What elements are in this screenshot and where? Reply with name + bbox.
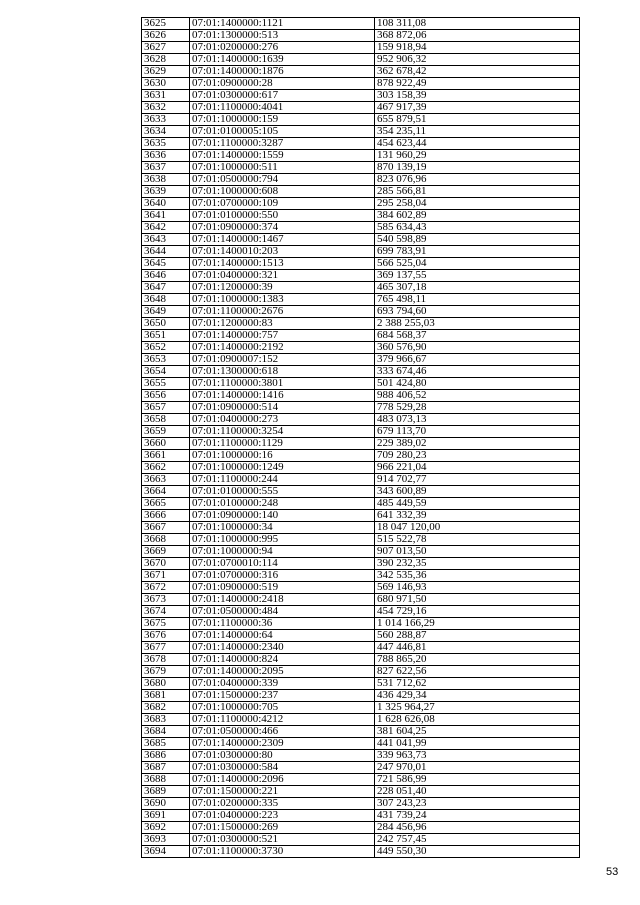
row-number-cell: 3691 [142, 810, 190, 822]
row-number-cell: 3692 [142, 822, 190, 834]
table-row [142, 162, 580, 174]
cadastral-number-cell: 07:01:1100000:4041 [190, 102, 375, 114]
value-cell: 2 388 255,03 [375, 318, 580, 330]
table-row [142, 474, 580, 486]
cadastral-number-cell: 07:01:1000000:995 [190, 534, 375, 546]
row-number-cell: 3640 [142, 198, 190, 210]
cadastral-number-cell: 07:01:1100000:3254 [190, 426, 375, 438]
cadastral-number-cell: 07:01:0400000:273 [190, 414, 375, 426]
row-number-cell: 3638 [142, 174, 190, 186]
row-number-cell: 3677 [142, 642, 190, 654]
value-cell: 1 628 626,08 [375, 714, 580, 726]
row-number-cell: 3667 [142, 522, 190, 534]
table-row [142, 282, 580, 294]
table-row [142, 30, 580, 42]
value-cell: 229 389,02 [375, 438, 580, 450]
value-cell: 284 456,96 [375, 822, 580, 834]
row-number-cell: 3646 [142, 270, 190, 282]
cadastral-number-cell: 07:01:0400000:321 [190, 270, 375, 282]
table-row [142, 582, 580, 594]
row-number-cell: 3671 [142, 570, 190, 582]
table-row [142, 534, 580, 546]
row-number-cell: 3684 [142, 726, 190, 738]
cadastral-number-cell: 07:01:1000000:1383 [190, 294, 375, 306]
value-cell: 379 966,67 [375, 354, 580, 366]
value-cell: 360 576,90 [375, 342, 580, 354]
cadastral-number-cell: 07:01:0100005:105 [190, 126, 375, 138]
row-number-cell: 3673 [142, 594, 190, 606]
table-row [142, 438, 580, 450]
cadastral-number-cell: 07:01:0500000:484 [190, 606, 375, 618]
cadastral-number-cell: 07:01:0900000:514 [190, 402, 375, 414]
table-row [142, 198, 580, 210]
row-number-cell: 3648 [142, 294, 190, 306]
table-row [142, 606, 580, 618]
table-row [142, 618, 580, 630]
value-cell: 566 525,04 [375, 258, 580, 270]
table-row [142, 366, 580, 378]
cadastral-number-cell: 07:01:1400000:1513 [190, 258, 375, 270]
table-row [142, 630, 580, 642]
table-row [142, 234, 580, 246]
table-row [142, 126, 580, 138]
row-number-cell: 3633 [142, 114, 190, 126]
table-row [142, 798, 580, 810]
row-number-cell: 3649 [142, 306, 190, 318]
row-number-cell: 3683 [142, 714, 190, 726]
table-row [142, 294, 580, 306]
cadastral-number-cell: 07:01:1400000:64 [190, 630, 375, 642]
value-cell: 485 449,59 [375, 498, 580, 510]
row-number-cell: 3630 [142, 78, 190, 90]
value-cell: 339 963,73 [375, 750, 580, 762]
row-number-cell: 3651 [142, 330, 190, 342]
table-row [142, 66, 580, 78]
value-cell: 765 498,11 [375, 294, 580, 306]
value-cell: 342 535,36 [375, 570, 580, 582]
row-number-cell: 3639 [142, 186, 190, 198]
row-number-cell: 3641 [142, 210, 190, 222]
cadastral-number-cell: 07:01:0900000:28 [190, 78, 375, 90]
value-cell: 333 674,46 [375, 366, 580, 378]
table-row [142, 390, 580, 402]
value-cell: 693 794,60 [375, 306, 580, 318]
row-number-cell: 3672 [142, 582, 190, 594]
row-number-cell: 3652 [142, 342, 190, 354]
cadastral-number-cell: 07:01:1000000:16 [190, 450, 375, 462]
value-cell: 454 623,44 [375, 138, 580, 150]
cadastral-number-cell: 07:01:0900000:140 [190, 510, 375, 522]
page-number: 53 [606, 866, 619, 878]
cadastral-number-cell: 07:01:1500000:221 [190, 786, 375, 798]
value-cell: 354 235,11 [375, 126, 580, 138]
value-cell: 441 041,99 [375, 738, 580, 750]
row-number-cell: 3647 [142, 282, 190, 294]
table-row [142, 90, 580, 102]
cadastral-number-cell: 07:01:0500000:466 [190, 726, 375, 738]
table-row [142, 378, 580, 390]
row-number-cell: 3689 [142, 786, 190, 798]
value-cell: 368 872,06 [375, 30, 580, 42]
row-number-cell: 3665 [142, 498, 190, 510]
row-number-cell: 3686 [142, 750, 190, 762]
row-number-cell: 3634 [142, 126, 190, 138]
row-number-cell: 3631 [142, 90, 190, 102]
cadastral-number-cell: 07:01:0100000:550 [190, 210, 375, 222]
table-row [142, 222, 580, 234]
cadastral-number-cell: 07:01:1400000:1876 [190, 66, 375, 78]
value-cell: 569 146,93 [375, 582, 580, 594]
value-cell: 228 051,40 [375, 786, 580, 798]
cadastral-number-cell: 07:01:0700000:316 [190, 570, 375, 582]
table-row [142, 270, 580, 282]
cadastral-number-cell: 07:01:1400000:2096 [190, 774, 375, 786]
cadastral-number-cell: 07:01:1100000:244 [190, 474, 375, 486]
value-cell: 952 906,32 [375, 54, 580, 66]
table-row [142, 498, 580, 510]
cadastral-number-cell: 07:01:1400000:1639 [190, 54, 375, 66]
value-cell: 431 739,24 [375, 810, 580, 822]
row-number-cell: 3642 [142, 222, 190, 234]
cadastral-number-cell: 07:01:1400000:2192 [190, 342, 375, 354]
value-cell: 655 879,51 [375, 114, 580, 126]
table-row [142, 690, 580, 702]
value-cell: 1 325 964,27 [375, 702, 580, 714]
cadastral-number-cell: 07:01:0500000:794 [190, 174, 375, 186]
value-cell: 285 566,81 [375, 186, 580, 198]
table-row [142, 138, 580, 150]
cadastral-number-cell: 07:01:1000000:511 [190, 162, 375, 174]
row-number-cell: 3654 [142, 366, 190, 378]
cadastral-number-cell: 07:01:1300000:618 [190, 366, 375, 378]
value-cell: 679 113,70 [375, 426, 580, 438]
table-row [142, 450, 580, 462]
row-number-cell: 3657 [142, 402, 190, 414]
cadastral-number-cell: 07:01:1100000:36 [190, 618, 375, 630]
value-cell: 721 586,99 [375, 774, 580, 786]
value-cell: 515 522,78 [375, 534, 580, 546]
value-cell: 585 634,43 [375, 222, 580, 234]
row-number-cell: 3669 [142, 546, 190, 558]
value-cell: 307 243,23 [375, 798, 580, 810]
table-row [142, 354, 580, 366]
table-row [142, 750, 580, 762]
row-number-cell: 3625 [142, 18, 190, 30]
cadastral-number-cell: 07:01:0900007:152 [190, 354, 375, 366]
table-row [142, 330, 580, 342]
table-row [142, 258, 580, 270]
value-cell: 247 970,01 [375, 762, 580, 774]
value-cell: 303 158,39 [375, 90, 580, 102]
table-row [142, 702, 580, 714]
table-row [142, 546, 580, 558]
cadastral-number-cell: 07:01:1000000:159 [190, 114, 375, 126]
cadastral-number-cell: 07:01:1500000:237 [190, 690, 375, 702]
row-number-cell: 3632 [142, 102, 190, 114]
row-number-cell: 3687 [142, 762, 190, 774]
value-cell: 465 307,18 [375, 282, 580, 294]
row-number-cell: 3644 [142, 246, 190, 258]
table-row [142, 762, 580, 774]
value-cell: 788 865,20 [375, 654, 580, 666]
table-row [142, 666, 580, 678]
cadastral-number-cell: 07:01:0900000:374 [190, 222, 375, 234]
value-cell: 680 971,50 [375, 594, 580, 606]
table-row [142, 462, 580, 474]
table-row [142, 570, 580, 582]
cadastral-number-cell: 07:01:1100000:1129 [190, 438, 375, 450]
value-cell: 988 406,52 [375, 390, 580, 402]
row-number-cell: 3664 [142, 486, 190, 498]
row-number-cell: 3681 [142, 690, 190, 702]
value-cell: 362 678,42 [375, 66, 580, 78]
row-number-cell: 3636 [142, 150, 190, 162]
value-cell: 369 137,55 [375, 270, 580, 282]
row-number-cell: 3645 [142, 258, 190, 270]
cadastral-number-cell: 07:01:0900000:519 [190, 582, 375, 594]
table-row [142, 510, 580, 522]
cadastral-number-cell: 07:01:1400000:1559 [190, 150, 375, 162]
cadastral-number-cell: 07:01:1400000:1416 [190, 390, 375, 402]
row-number-cell: 3694 [142, 846, 190, 858]
cadastral-number-cell: 07:01:1100000:3730 [190, 846, 375, 858]
cadastral-number-cell: 07:01:0300000:584 [190, 762, 375, 774]
row-number-cell: 3643 [142, 234, 190, 246]
table-row [142, 306, 580, 318]
cadastral-number-cell: 07:01:0300000:521 [190, 834, 375, 846]
row-number-cell: 3676 [142, 630, 190, 642]
cadastral-number-cell: 07:01:1400000:1467 [190, 234, 375, 246]
row-number-cell: 3688 [142, 774, 190, 786]
table-row [142, 486, 580, 498]
value-cell: 531 712,62 [375, 678, 580, 690]
cadastral-number-cell: 07:01:1400000:2095 [190, 666, 375, 678]
row-number-cell: 3628 [142, 54, 190, 66]
table-row [142, 822, 580, 834]
cadastral-number-cell: 07:01:0400000:339 [190, 678, 375, 690]
value-cell: 827 622,56 [375, 666, 580, 678]
table-row [142, 102, 580, 114]
table-row [142, 78, 580, 90]
row-number-cell: 3637 [142, 162, 190, 174]
table-row [142, 558, 580, 570]
row-number-cell: 3660 [142, 438, 190, 450]
row-number-cell: 3682 [142, 702, 190, 714]
value-cell: 159 918,94 [375, 42, 580, 54]
table-row [142, 522, 580, 534]
cadastral-number-cell: 07:01:1000000:608 [190, 186, 375, 198]
cadastral-number-cell: 07:01:1400000:2418 [190, 594, 375, 606]
cadastral-number-cell: 07:01:1400000:2340 [190, 642, 375, 654]
cadastral-number-cell: 07:01:1100000:4212 [190, 714, 375, 726]
table-row [142, 834, 580, 846]
table-row [142, 738, 580, 750]
row-number-cell: 3674 [142, 606, 190, 618]
cadastral-number-cell: 07:01:1200000:39 [190, 282, 375, 294]
row-number-cell: 3656 [142, 390, 190, 402]
cadastral-number-cell: 07:01:0300000:80 [190, 750, 375, 762]
value-cell: 449 550,30 [375, 846, 580, 858]
row-number-cell: 3663 [142, 474, 190, 486]
cadastral-number-cell: 07:01:0700010:114 [190, 558, 375, 570]
table-row [142, 786, 580, 798]
value-cell: 343 600,89 [375, 486, 580, 498]
table-row [142, 186, 580, 198]
cadastral-number-cell: 07:01:1000000:94 [190, 546, 375, 558]
value-cell: 914 702,77 [375, 474, 580, 486]
row-number-cell: 3693 [142, 834, 190, 846]
value-cell: 384 602,89 [375, 210, 580, 222]
table-row [142, 774, 580, 786]
table-row [142, 714, 580, 726]
value-cell: 641 332,39 [375, 510, 580, 522]
table-row [142, 654, 580, 666]
value-cell: 436 429,34 [375, 690, 580, 702]
cadastral-number-cell: 07:01:1400000:2309 [190, 738, 375, 750]
row-number-cell: 3653 [142, 354, 190, 366]
value-cell: 295 258,04 [375, 198, 580, 210]
value-cell: 467 917,39 [375, 102, 580, 114]
row-number-cell: 3650 [142, 318, 190, 330]
row-number-cell: 3655 [142, 378, 190, 390]
cadastral-number-cell: 07:01:0300000:617 [190, 90, 375, 102]
cadastral-number-cell: 07:01:0400000:223 [190, 810, 375, 822]
row-number-cell: 3675 [142, 618, 190, 630]
row-number-cell: 3679 [142, 666, 190, 678]
table-row [142, 342, 580, 354]
cadastral-number-cell: 07:01:1000000:34 [190, 522, 375, 534]
row-number-cell: 3670 [142, 558, 190, 570]
table-row [142, 318, 580, 330]
value-cell: 381 604,25 [375, 726, 580, 738]
table-row [142, 150, 580, 162]
value-cell: 540 598,89 [375, 234, 580, 246]
row-number-cell: 3666 [142, 510, 190, 522]
row-number-cell: 3678 [142, 654, 190, 666]
table-row [142, 810, 580, 822]
value-cell: 483 073,13 [375, 414, 580, 426]
value-cell: 131 960,29 [375, 150, 580, 162]
cadastral-number-cell: 07:01:0700000:109 [190, 198, 375, 210]
table-row [142, 414, 580, 426]
cadastral-number-cell: 07:01:1100000:3801 [190, 378, 375, 390]
row-number-cell: 3662 [142, 462, 190, 474]
value-cell: 823 076,96 [375, 174, 580, 186]
table-row [142, 726, 580, 738]
row-number-cell: 3661 [142, 450, 190, 462]
value-cell: 454 729,16 [375, 606, 580, 618]
cadastral-number-cell: 07:01:0200000:335 [190, 798, 375, 810]
row-number-cell: 3627 [142, 42, 190, 54]
cadastral-number-cell: 07:01:1200000:83 [190, 318, 375, 330]
value-cell: 1 014 166,29 [375, 618, 580, 630]
cadastral-number-cell: 07:01:1400010:203 [190, 246, 375, 258]
value-cell: 390 232,35 [375, 558, 580, 570]
value-cell: 709 280,23 [375, 450, 580, 462]
value-cell: 447 446,81 [375, 642, 580, 654]
value-cell: 907 013,50 [375, 546, 580, 558]
row-number-cell: 3658 [142, 414, 190, 426]
row-number-cell: 3635 [142, 138, 190, 150]
value-cell: 870 139,19 [375, 162, 580, 174]
table-row [142, 402, 580, 414]
row-number-cell: 3629 [142, 66, 190, 78]
row-number-cell: 3690 [142, 798, 190, 810]
row-number-cell: 3680 [142, 678, 190, 690]
row-number-cell: 3668 [142, 534, 190, 546]
table-row [142, 54, 580, 66]
cadastral-number-cell: 07:01:1000000:1249 [190, 462, 375, 474]
table-row [142, 594, 580, 606]
table-row [142, 18, 580, 30]
value-cell: 878 922,49 [375, 78, 580, 90]
cadastral-number-cell: 07:01:1500000:269 [190, 822, 375, 834]
cadastral-number-cell: 07:01:0200000:276 [190, 42, 375, 54]
table-row [142, 174, 580, 186]
cadastral-number-cell: 07:01:0100000:248 [190, 498, 375, 510]
table-row [142, 426, 580, 438]
row-number-cell: 3626 [142, 30, 190, 42]
cadastral-number-cell: 07:01:1000000:705 [190, 702, 375, 714]
cadastral-value-table [141, 17, 580, 858]
table-row [142, 42, 580, 54]
cadastral-number-cell: 07:01:1400000:1121 [190, 18, 375, 30]
cadastral-number-cell: 07:01:1100000:3287 [190, 138, 375, 150]
table-row [142, 114, 580, 126]
value-cell: 242 757,45 [375, 834, 580, 846]
value-cell: 560 288,87 [375, 630, 580, 642]
table-row [142, 678, 580, 690]
value-cell: 18 047 120,00 [375, 522, 580, 534]
table-row [142, 846, 580, 858]
value-cell: 108 311,08 [375, 18, 580, 30]
table-body [142, 18, 580, 858]
cadastral-number-cell: 07:01:1300000:513 [190, 30, 375, 42]
table-row [142, 210, 580, 222]
value-cell: 684 568,37 [375, 330, 580, 342]
cadastral-number-cell: 07:01:1100000:2676 [190, 306, 375, 318]
row-number-cell: 3685 [142, 738, 190, 750]
row-number-cell: 3659 [142, 426, 190, 438]
table-row [142, 642, 580, 654]
cadastral-number-cell: 07:01:1400000:824 [190, 654, 375, 666]
value-cell: 501 424,80 [375, 378, 580, 390]
cadastral-number-cell: 07:01:1400000:757 [190, 330, 375, 342]
value-cell: 778 529,28 [375, 402, 580, 414]
cadastral-number-cell: 07:01:0100000:555 [190, 486, 375, 498]
value-cell: 966 221,04 [375, 462, 580, 474]
value-cell: 699 783,91 [375, 246, 580, 258]
table-row [142, 246, 580, 258]
